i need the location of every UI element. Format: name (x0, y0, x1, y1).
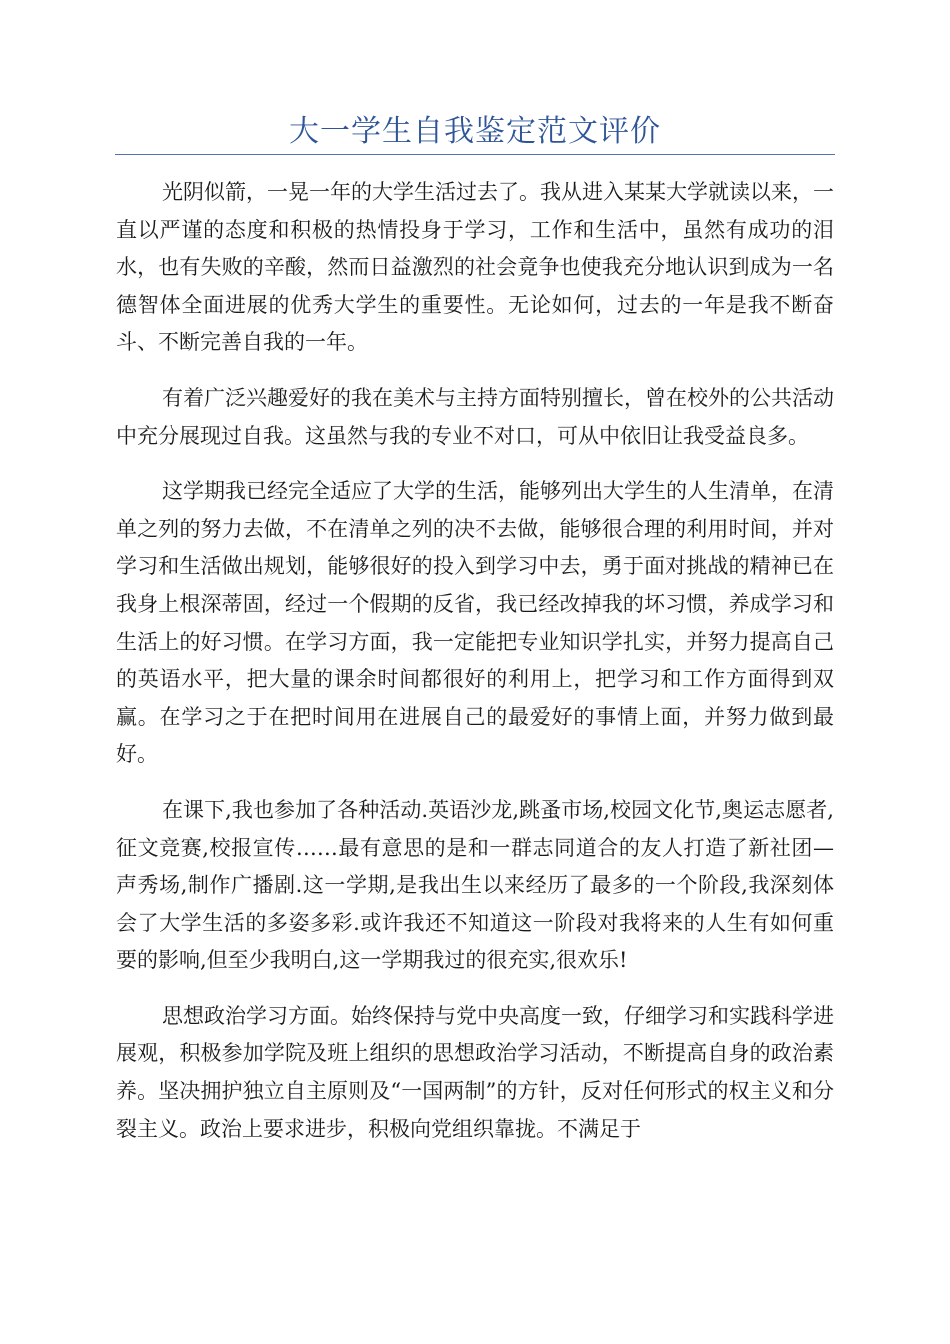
document-body (116, 174, 834, 1166)
paragraph-1: 光阴似箭，一晃一年的大学生活过去了。我从进入某某大学就读以来，一直以严谨的态度和积极的热情投身于学习，工作和生活中，虽然有成功的泪水，也有失败的辛酸，然而日益激烈的社会竟争也使我充分地认识到成为一名德智体全面进展的优秀大学生的重要性。无论如何，过去的一年是我不断奋斗、不断完善自我的一年。 (116, 180, 834, 355)
paragraph-4: 在课下,我也参加了各种活动.英语沙龙,跳蚤市场,校园文化节,奥运志愿者,征文竞赛,校报宣传……最有意思的是和一群志同道合的友人打造了新社团—声秀场,制作广播剧.这一学期,是我出生以来经历了最多的一个阶段,我深刻体会了大学生活的多姿多彩.或许我还不知道这一阶段对我将来的人生有如何重要的影响,但至少我明白,这一学期我过的很充实,很欢乐! (116, 797, 834, 973)
paragraph-3: 这学期我已经完全适应了大学的生活，能够列出大学生的人生清单，在清单之列的努力去做，不在清单之列的决不去做，能够很合理的利用时间，并对学习和生活做出规划，能够很好的投入到学习中去，勇于面对挑战的精神已在我身上根深蒂固，经过一个假期的反省，我已经改掉我的坏习惯，养成学习和生活上的好习惯。在学习方面，我一定能把专业知识学扎实，并努力提高自己的英语水平，把大量的课余时间都很好的利用上，把学习和工作方面得到双赢。在学习之于在把时间用在进展自己的最爱好的事情上面，并努力做到最好。 (116, 479, 834, 767)
paragraph-5: 思想政治学习方面。始终保持与党中央高度一致，仔细学习和实践科学进展观，积极参加学院及班上组织的思想政治学习活动，不断提高自身的政治素养。坚决拥护独立自主原则及“一国两制”的方针，反对任何形式的权主义和分裂主义。政治上要求进步，积极向党组织靠拢。不满足于 (116, 1003, 834, 1141)
title-underline (115, 154, 835, 155)
document-title: 大一学生自我鉴定范文评价 (289, 114, 661, 149)
paragraph-2: 有着广泛兴趣爱好的我在美术与主持方面特别擅长，曾在校外的公共活动中充分展现过自我。这虽然与我的专业不对口，可从中依旧让我受益良多。 (116, 385, 834, 448)
